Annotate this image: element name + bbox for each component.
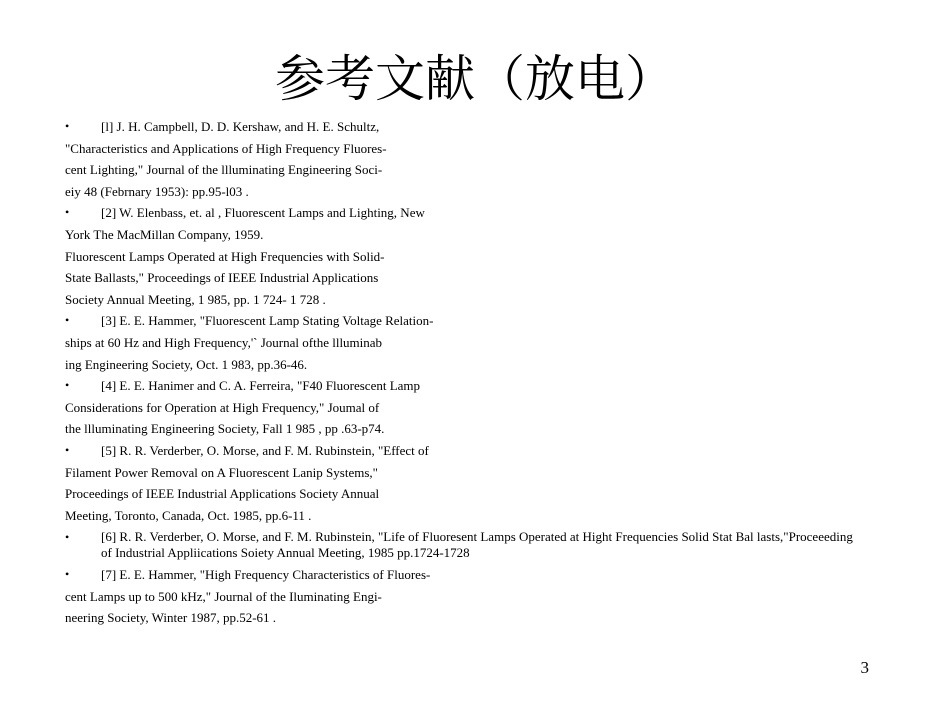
reference-text: [5] R. R. Verderber, O. Morse, and F. M. Rubinstein, "Effect of (101, 442, 429, 458)
reference-item-5 (65, 440, 855, 462)
bullet-icon: • (65, 205, 70, 220)
reference-text-line: the llluminating Engineering Society, Fall 1 985 , pp .63-p74. (65, 421, 385, 437)
reference-text: [4] E. E. Hanimer and C. A. Ferreira, "F40 Fluorescent Lamp (101, 378, 421, 394)
reference-text: [3] E. E. Hammer, "Fluorescent Lamp Stating Voltage Relation- (101, 313, 434, 329)
page-number: 3 (860, 658, 869, 677)
reference-text-line: ships at 60 Hz and High Frequency,'` Journal ofthe llluminab (65, 334, 383, 350)
reference-item-6 (65, 529, 855, 561)
reference-text-line: Considerations for Operation at High Frequency," Joumal of (65, 399, 380, 415)
reference-text-line: Fluorescent Lamps Operated at High Frequencies with Solid- (65, 248, 385, 264)
reference-text-line: cent Lamps up to 500 kHz," Journal of the Iluminating Engi- (65, 588, 382, 604)
reference-text-line: ing Engineering Society, Oct. 1 983, pp.36-46. (65, 356, 308, 372)
reference-text-line: "Characteristics and Applications of High Frequency Fluores- (65, 140, 387, 156)
reference-item-4 (65, 375, 855, 397)
reference-text-line: Proceedings of IEEE Industrial Applications Society Annual (65, 486, 380, 502)
reference-text-line: cent Lighting," Journal of the llluminating Engineering Soci- (65, 162, 383, 178)
reference-text-line: neering Society, Winter 1987, pp.52-61 . (65, 610, 277, 626)
bullet-icon: • (65, 567, 70, 582)
slide-title: 参考文献（放电） (275, 50, 675, 108)
reference-text: [7] E. E. Hammer, "High Frequency Characteristics of Fluores- (101, 567, 431, 583)
bullet-icon: • (65, 119, 70, 133)
reference-item-1 (65, 116, 855, 138)
reference-text-line: York The MacMillan Company, 1959. (65, 226, 264, 242)
reference-item-7 (65, 564, 855, 586)
reference-text-line: Filament Power Removal on A Fluorescent Lanip Systems," (65, 464, 378, 480)
bullet-icon: • (65, 313, 70, 328)
bullet-icon: • (65, 530, 70, 545)
bullet-icon: • (65, 442, 70, 457)
reference-text-line: Meeting, Toronto, Canada, Oct. 1985, pp.6-11 . (65, 507, 312, 523)
reference-text: [6] R. R. Verderber, O. Morse, and F. M. Rubinstein, "Life of Fluoresent Lamps Operated at Hight Frequencies Solid Stat Bal lasts,"Proceeeding of Industrial Appliications Soiety Annual Meeting, 1985 pp.1724-1728 (101, 529, 853, 561)
reference-list (65, 116, 855, 629)
reference-text: [2] W. Elenbass, et. al , Fluorescent Lamps and Lighting, New (101, 205, 425, 221)
reference-text: [l] J. H. Campbell, D. D. Kershaw, and H. E. Schultz, (101, 119, 380, 134)
reference-item-3 (65, 310, 855, 332)
reference-text-line: eiy 48 (Febrnary 1953): pp.95-l03 . (65, 183, 249, 199)
reference-text-line: Society Annual Meeting, 1 985, pp. 1 724- 1 728 . (65, 291, 326, 307)
bullet-icon: • (65, 378, 70, 393)
reference-item-2 (65, 202, 855, 224)
reference-text-line: State Ballasts," Proceedings of IEEE Industrial Applications (65, 270, 379, 286)
